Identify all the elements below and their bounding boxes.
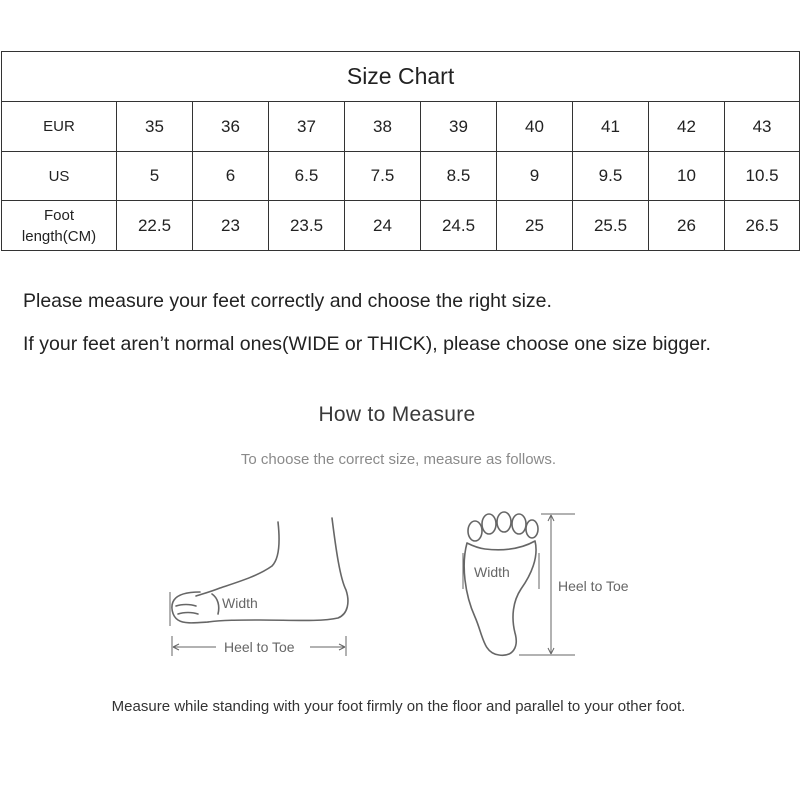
table-cell: 41 <box>573 102 649 152</box>
sole-foot-diagram <box>455 505 655 665</box>
sole-width-label: Width <box>474 564 510 580</box>
table-cell: 5 <box>117 152 193 201</box>
table-cell: 42 <box>649 102 725 152</box>
sole-outline <box>464 512 538 655</box>
sole-length-label: Heel to Toe <box>558 578 629 594</box>
note-size-bigger: If your feet aren’t normal ones(WIDE or THICK), please choose one size bigger. <box>23 333 711 355</box>
table-cell: 38 <box>345 102 421 152</box>
table-cell: 39 <box>421 102 497 152</box>
table-cell: 10 <box>649 152 725 201</box>
note-measure-correctly: Please measure your feet correctly and choose the right size. <box>23 290 552 312</box>
table-cell: 37 <box>269 102 345 152</box>
table-cell: 9 <box>497 152 573 201</box>
how-to-measure-subtitle: To choose the correct size, measure as follows. <box>240 451 557 468</box>
table-cell: 26 <box>649 201 725 251</box>
table-cell: 6.5 <box>269 152 345 201</box>
table-cell: 43 <box>725 102 800 152</box>
table-cell: 24 <box>345 201 421 251</box>
table-cell: 23 <box>193 201 269 251</box>
table-row-us <box>2 152 800 201</box>
table-cell: 8.5 <box>421 152 497 201</box>
table-row-foot-length <box>2 201 800 251</box>
table-cell: 25.5 <box>573 201 649 251</box>
table-cell: 36 <box>193 102 269 152</box>
table-cell: 10.5 <box>725 152 800 201</box>
table-cell: 22.5 <box>117 201 193 251</box>
how-to-measure-title: How to Measure <box>318 403 476 426</box>
row-label: EUR <box>2 102 117 152</box>
table-cell: 35 <box>117 102 193 152</box>
size-chart-table <box>1 51 800 251</box>
measure-instructions: Measure while standing with your foot firmly on the floor and parallel to your other foot. <box>111 698 686 715</box>
row-label: US <box>2 152 117 201</box>
table-title: Size Chart <box>2 52 800 102</box>
side-length-label: Heel to Toe <box>224 639 295 655</box>
table-cell: 26.5 <box>725 201 800 251</box>
table-cell: 23.5 <box>269 201 345 251</box>
table-row-eur <box>2 102 800 152</box>
side-foot-outline <box>172 518 348 623</box>
table-cell: 7.5 <box>345 152 421 201</box>
table-cell: 24.5 <box>421 201 497 251</box>
side-width-label: Width <box>222 595 258 611</box>
row-label: Foot length(CM) <box>2 201 117 251</box>
table-cell: 9.5 <box>573 152 649 201</box>
table-title-row <box>2 52 800 102</box>
side-foot-diagram <box>160 510 360 660</box>
table-cell: 6 <box>193 152 269 201</box>
table-cell: 40 <box>497 102 573 152</box>
table-cell: 25 <box>497 201 573 251</box>
